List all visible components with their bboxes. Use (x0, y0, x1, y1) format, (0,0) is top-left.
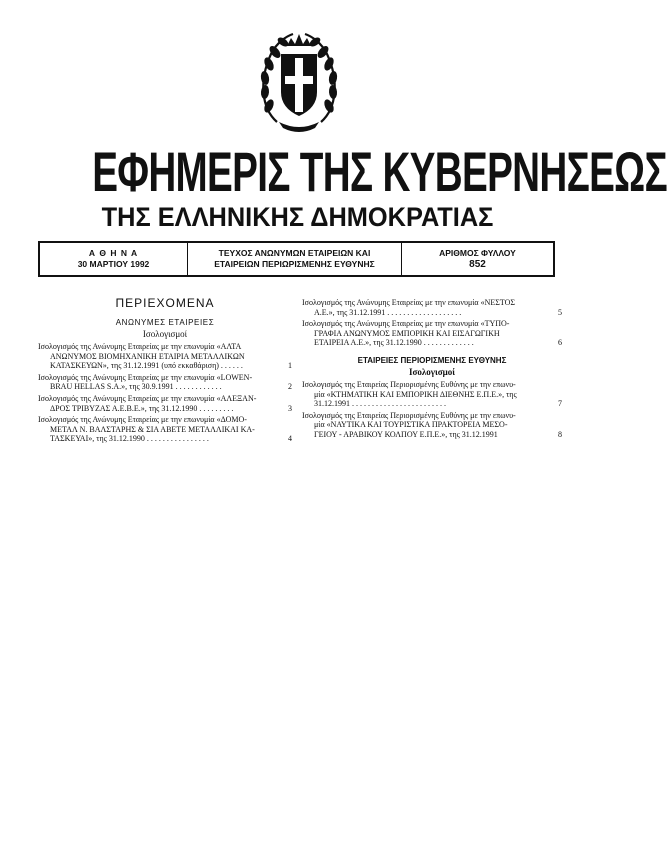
toc-entry-line: Ισολογισμός της Εταιρείας Περιορισμένης Ευθύνης με την επωνυ- (302, 379, 516, 389)
toc-entry-line: BRAU HELLAS S.A.», της 30.9.1991 . . . . . . . . . . . . (50, 382, 222, 392)
issue-type-line2: ΕΤΑΙΡΕΙΩΝ ΠΕΡΙΩΡΙΣΜΕΝΗΣ ΕΥΘΥΝΗΣ (214, 259, 375, 269)
toc-entry[interactable] (38, 394, 292, 413)
contents-title: ΠΕΡΙΕΧΟΜΕΝΑ (115, 296, 215, 310)
toc-entry-line: Ισολογισμός της Ανώνυμης Εταιρείας με την επωνυμία «ΑΛΕΞΑΝ- (38, 393, 257, 403)
toc-entry-line: 31.12.1991 . . . . . . . . . . . . . . . . . . . . . . . . (314, 399, 446, 409)
toc-entry-line: Α.Ε.», της 31.12.1991 . . . . . . . . . . . . . . . . . . . (314, 307, 462, 317)
toc-entry[interactable] (302, 319, 562, 348)
toc-entry-page: 6 (558, 338, 562, 348)
issue-type (188, 243, 402, 275)
toc-entry-page: 5 (558, 307, 562, 317)
toc-entry-line: ΕΤΑΙΡΕΙΑ Α.Ε.», της 31.12.1990 . . . . . . . . . . . . . (314, 338, 474, 348)
coat-of-arms-icon (257, 24, 341, 136)
gazette-subtitle: ΤΗΣ ΕΛΛΗΝΙΚΗΣ ΔΗΜΟΚΡΑΤΙΑΣ (101, 202, 494, 232)
toc-entry-page: 7 (558, 399, 562, 409)
issue-date: 30 ΜΑΡΤΙΟΥ 1992 (77, 259, 150, 269)
toc-entry-line: Ισολογισμός της Ανώνυμης Εταιρείας με την επωνυμία «ΤΥΠΟ- (302, 319, 510, 329)
sheet-number: 852 (469, 259, 486, 270)
toc-entry[interactable] (38, 342, 292, 371)
toc-entry-line: Ισολογισμός της Ανώνυμης Εταιρείας με την επωνυμία «ΝΕΣΤΟΣ (302, 298, 516, 307)
toc-entry[interactable] (302, 298, 562, 317)
issue-city: Α Θ Η Ν Α (88, 248, 139, 258)
issue-type-line1: ΤΕΥΧΟΣ ΑΝΩΝΥΜΩΝ ΕΤΑΙΡΕΙΩΝ ΚΑΙ (218, 248, 371, 258)
section-subheading-ae: Ισολογισμοί (142, 329, 188, 339)
gazette-title: ΕΦΗΜΕΡΙΣ ΤΗΣ ΚΥΒΕΡΝΗΣΕΩΣ (92, 140, 667, 203)
contents-left-column (38, 296, 292, 446)
toc-entry-line: ΓΕΙΟΥ - ΑΡΑΒΙΚΟΥ ΚΟΛΠΟΥ Ε.Π.Ε.», της 31.12.1991 (314, 429, 498, 439)
toc-entry-line: Ισολογισμός της Ανώνυμης Εταιρείας με την επωνυμία «ΑΛΤΑ (38, 342, 242, 351)
toc-entry[interactable] (38, 373, 292, 392)
toc-entry-page: 2 (288, 382, 292, 392)
toc-entry-line: Ισολογισμός της Εταιρείας Περιορισμένης Ευθύνης με την επωνυ- (302, 410, 516, 420)
sheet-label: ΑΡΙΘΜΟΣ ΦΥΛΛΟΥ (439, 248, 516, 258)
toc-entry-page: 3 (288, 403, 292, 413)
toc-entry[interactable] (302, 411, 562, 440)
issue-place-date (40, 243, 188, 275)
toc-entry-line: Ισολογισμός της Ανώνυμης Εταιρείας με την επωνυμία «ΔΟΜΟ- (38, 415, 247, 425)
toc-entry[interactable] (38, 415, 292, 444)
toc-entry-line: ΔΡΟΣ ΤΡΙΒΥΖΑΣ Α.Ε.Β.Ε.», της 31.12.1990 . . . . . . . . . (50, 403, 234, 413)
section-heading-epe: ΕΤΑΙΡΕΙΕΣ ΠΕΡΙΟΡΙΣΜΕΝΗΣ ΕΥΘΥΝΗΣ (357, 355, 507, 365)
section-subheading-epe: Ισολογισμοί (408, 366, 456, 377)
toc-entry[interactable] (302, 380, 562, 409)
toc-entry-line: ΜΕΤΑΛ Ν. ΒΑΛΣΤΑΡΗΣ & ΣΙΑ ΑΒΕΤΕ ΜΕΤΑΛΛΙΚΑΙ ΚΑ- (50, 424, 255, 434)
toc-entry-line: ΤΑΣΚΕΥΑΙ», της 31.12.1990 . . . . . . . . . . . . . . . . (50, 434, 209, 444)
toc-entry-line: ΑΝΩΝΥΜΟΣ ΒΙΟΜΗΧΑΝΙΚΗ ΕΤΑΙΡΙΑ ΜΕΤΑΛΛΙΚΩΝ (50, 351, 245, 361)
issue-info-box (38, 241, 555, 277)
toc-entry-line: ΚΑΤΑΣΚΕΥΩΝ», της 31.12.1991 (υπό εκκαθάριση) . . . . . . (50, 361, 243, 371)
toc-entry-line: μία «ΚΤΗΜΑΤΙΚΗ ΚΑΙ ΕΜΠΟΡΙΚΗ ΔΙΕΘΝΗΣ Ε.Π.Ε.», της (314, 389, 517, 399)
issue-sheet (402, 243, 553, 275)
toc-entry-line: ΓΡΑΦΙΑ ΑΝΩΝΥΜΟΣ ΕΜΠΟΡΙΚΗ ΚΑΙ ΕΙΣΑΓΩΓΙΚΗ (314, 328, 500, 338)
toc-entry-line: μία «ΝΑΥΤΙΚΑ ΚΑΙ ΤΟΥΡΙΣΤΙΚΑ ΠΡΑΚΤΟΡΕΙΑ ΜΕΣΟ- (314, 420, 508, 430)
toc-entry-page: 4 (288, 434, 292, 444)
section-heading-ae: ΑΝΩΝΥΜΕΣ ΕΤΑΙΡΕΙΕΣ (115, 318, 215, 327)
toc-entry-line: Ισολογισμός της Ανώνυμης Εταιρείας με την επωνυμία «LOWEN- (38, 372, 253, 382)
toc-entry-page: 1 (288, 361, 292, 371)
toc-entry-page: 8 (558, 429, 562, 439)
contents-right-column (302, 298, 562, 442)
